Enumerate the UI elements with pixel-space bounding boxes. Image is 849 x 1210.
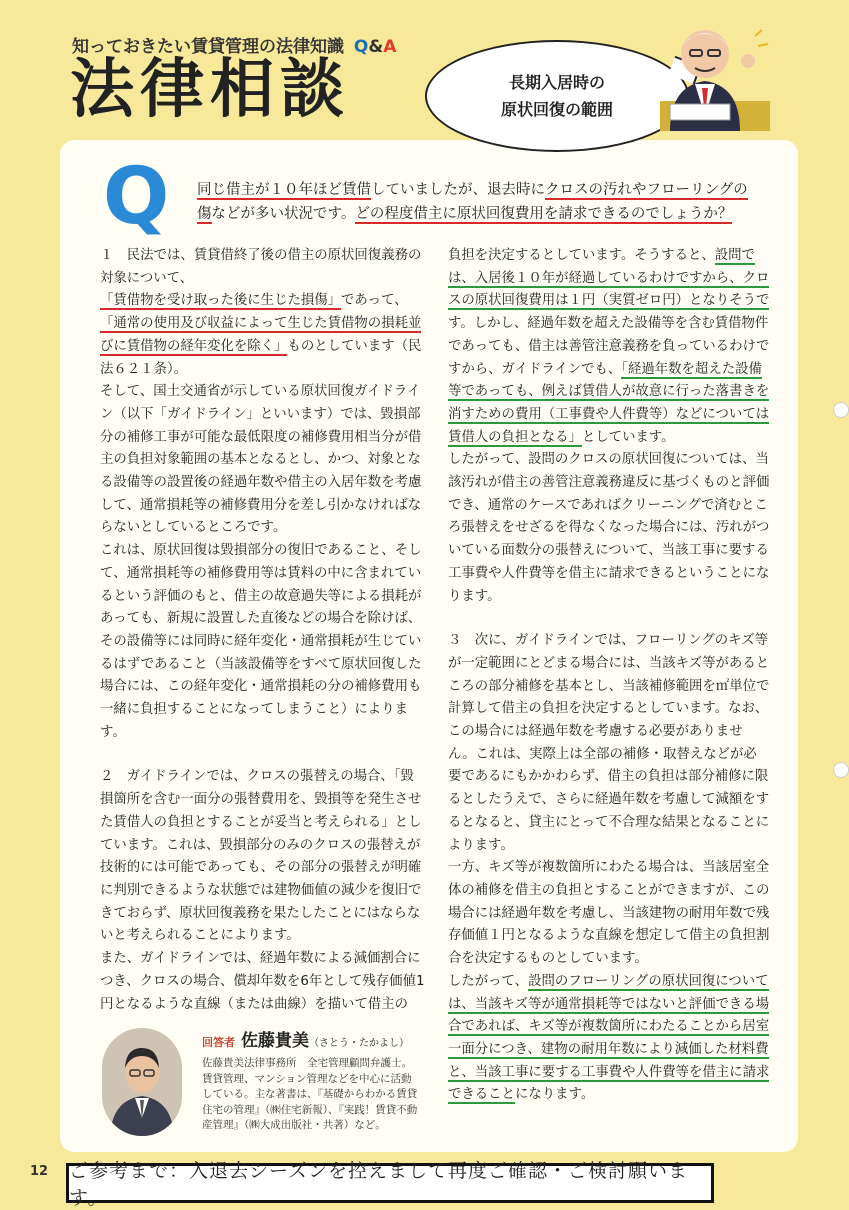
highlight-green: 設問のフローリングの原状回復については、当該キズ等が通常損耗等ではないと評価できる場合であれば、キズ等が複数箇所にわたることから居室一面分につき、建物の耐用年数により減価した材料費と、当該工事に要する工事費や人件費等を借主に請求できること [448,973,770,1103]
spacer [100,744,425,766]
bubble-line-1: 長期入居時の [508,72,605,92]
binder-hole [833,762,849,778]
series-label: 知っておきたい賃貸管理の法律知識 [72,37,344,57]
question-mark-q: Q [103,152,170,242]
qa-amp: & [368,37,384,57]
answer-para-3: これは、原状回復は毀損部分の復旧であること、そして、通常損耗等の補修費用等は賃料の中に含まれているという評価のもと、借主の故意過失等による損耗があっても、新規に設置した直後などの場合を除けば、その設備等には同時に経年変化・通常損耗が生じているはずであること（当該設備等をすべて原状回復した場合には、この経年変化・通常損耗の分の補修費用も一緒に負担することになってしまうこと）によります。 [100,543,422,740]
highlight-green: 「経過年数を超えた設備等であっても、例えば賃借人が故意に行った落書きを消すための費用（工事費や人件費等）などについては賃借人の負担となる」 [448,361,770,445]
qa-badge [354,37,396,57]
answer-column-right [448,245,770,1107]
answer-para-9: 一方、キズ等が複数箇所にわたる場合は、当該居室全体の補修を借主の負担とすることができますが、この場合には経過年数を考慮し、当該建物の耐用年数で残存価値１円となるような直線を想定して借主の負担割合を決定するものとしています。 [448,860,770,967]
highlight-green: 設問では、入居後１０年が経過しているわけですから、クロスの原状回復費用は１円（実質ゼロ円）となりそうで [448,248,770,309]
qa-q: Q [353,37,369,57]
spacer [448,608,770,630]
qa-a: A [383,37,397,57]
text-run: したがって、 [448,973,529,989]
answer-column-left [100,245,425,1016]
answer-para-1 [100,245,425,381]
text-run: としています。 [581,429,675,445]
q-part-2: １０年ほど賃借 [269,182,371,198]
question-text [197,178,762,226]
q-part-1: 同じ借主が [197,182,270,198]
q-part-3: していましたが、退去時に [371,182,545,198]
page-title: 法律相談 [70,53,350,127]
answer-para-6 [448,245,770,449]
q-part-5: などが多い状況です。 [211,206,356,222]
answer-para-2: そして、国土交通省が示している原状回復ガイドライン（以下「ガイドライン」といいます）では、毀損部分の補修工事が可能な最低限度の補修費用相当分が借主の負担対象範囲の基本となるとし、かつ、対象となる設備等の設置後の経過年数や借主の入居年数を考慮して、通常損耗等の補修費用分を差し引かなければならないとしているところです。 [100,384,422,536]
text-run: １ 民法では、賃貸借終了後の借主の原状回復義務の対象について、 [100,248,422,286]
page-number: 12 [30,1164,49,1179]
answerer-role: 回答者 [202,1036,235,1049]
portrait-icon [102,1028,182,1136]
answerer-photo [102,1028,182,1136]
bubble-line-2: 原状回復の範囲 [500,100,613,119]
text-run: になります。 [514,1087,595,1103]
lawyer-mascot-illustration [640,6,770,136]
answerer-heading [202,1026,409,1051]
answer-para-4: ２ ガイドラインでは、クロスの張替えの場合、「毀損箇所を含む一面分の張替費用を、毀損等を発生させた賃借人の負担とすることが妥当と考えられる」としています。これは、毀損部分のみのクロスの張替えが技術的には可能であっても、その部分の張替えが明確に判別できるような状態では建物価値の減少を復旧できておらず、原状回復義務を果たしたことにはならないと考えられることによります。 [100,769,422,944]
text-run: 負担を決定するとしています。そうすると、 [448,248,715,263]
answer-para-10 [448,971,770,1107]
answer-para-7: したがって、設問のクロスの原状回復については、当該汚れが借主の善管注意義務違反に基づくものと評価でき、通常のケースであればクリーニングで済むところ張替えをせざるを得なくなった場合には、汚れがついている面数分の張替えについて、当該工事に要する工事費や人件費等を借主に請求できるということになります。 [448,452,770,604]
text-run: であって、 [341,293,408,309]
answerer-kana: （さとう・たかよし） [309,1038,409,1049]
text-run: す。しかし、経過年数を超えた設備等を含む賃借物件であっても、借主は善管注意義務を負っているわけですから、ガイドラインでも、 [448,316,770,377]
answer-para-8: ３ 次に、ガイドラインでは、フローリングのキズ等が一定範囲にとどまる場合には、当該キズ等があるところの部分補修を基本とし、当該補修範囲を㎡単位で計算して借主の負担を決定するとしています。なお、この場合には経過年数を考慮する必要がありません。これは、実際上は全部の補修・取替えなどが必要であるにもかかわらず、借主の負担は部分補修に限るとしたうえで、さらに経過年数を考慮して減額をするとなると、貸主にとって不合理な結果となることによります。 [448,633,770,853]
q-part-4: クロスの汚れやフローリングの傷 [197,182,748,222]
text-run: ものとしています（民法６２１条）。 [100,338,422,377]
reference-note-box: ご参考まで：入退去シーズンを控えまして再度ご確認・ご検討願います。 [66,1163,714,1203]
q-part-6: どの程度借主に原状回復費用を請求できるのでしょうか？ [355,206,733,222]
answerer-bio: 佐藤貴美法律事務所 全宅管理顧問弁護士。賃貸管理、マンション管理などを中心に活動している。主な著書は、『基礎からわかる賃貸住宅の管理』（㈱住宅新報）、『実践！賃貸不動産管理』（㈱大成出版社・共著）など。 [202,1057,418,1131]
answerer-name: 佐藤貴美 [241,1031,309,1051]
answerer-profile [102,1020,422,1140]
answer-para-5: また、ガイドラインでは、経過年数による減価割合につき、クロスの場合、償却年数を6年として残存価値1円となるような直線（または曲線）を描いて借主の [100,951,425,1012]
binder-hole [833,402,849,418]
highlight-red: 「通常の使用及び収益によって生じた賃借物の損耗並びに賃借物の経年変化を除く」 [100,316,422,354]
highlight-red: 「賃借物を受け取った後に生じた損傷」 [100,293,342,309]
